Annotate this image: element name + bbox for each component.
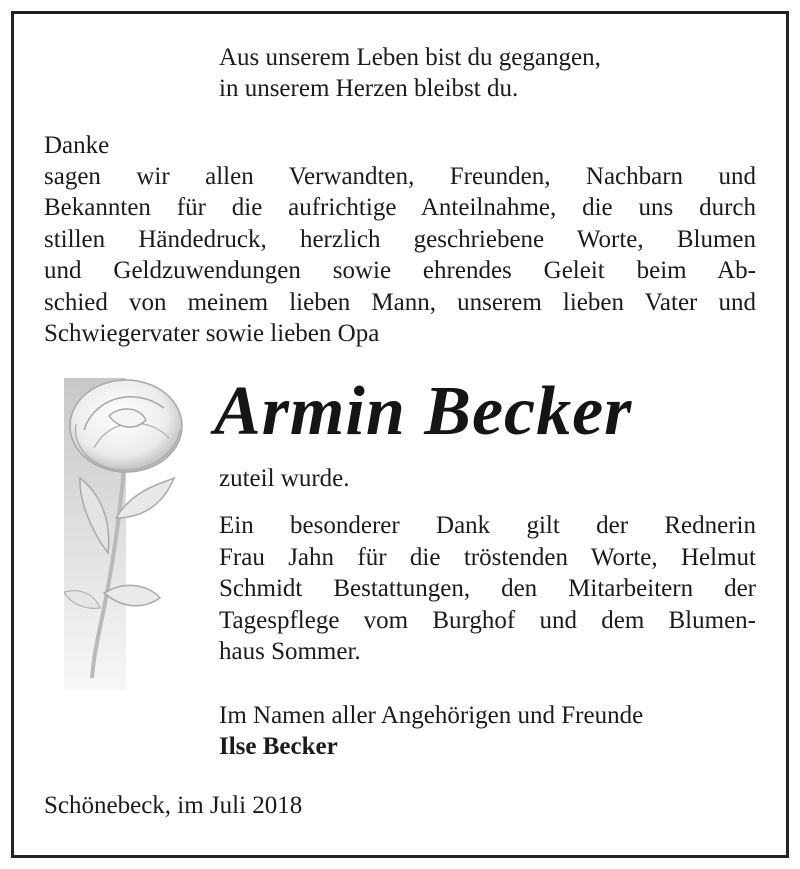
- thanks-heading: Danke: [44, 132, 110, 159]
- paragraph-line: Ein besonderer Dank gilt der Rednerin: [219, 512, 756, 539]
- paragraph-line: haus Sommer.: [219, 638, 361, 666]
- paragraph-line: Schwiegervater sowie lieben Opa: [44, 320, 380, 348]
- paragraph-line: Tagespflege vom Burghof und dem Blumen-: [219, 606, 756, 634]
- verse-line: Aus unserem Leben bist du gegangen,: [219, 44, 601, 71]
- verse: [219, 42, 601, 104]
- paragraph-line: schied von meinem lieben Mann, unserem lieben Vater und: [44, 288, 756, 316]
- rose-image: [64, 378, 194, 690]
- signer-name: Ilse Becker: [219, 733, 338, 760]
- paragraph-line: sagen wir allen Verwandten, Freunden, Nachbarn und: [44, 163, 756, 190]
- place-date: Schönebeck, im Juli 2018: [44, 792, 303, 819]
- verse-line: in unserem Herzen bleibst du.: [219, 75, 519, 102]
- deceased-name: Armin Becker: [214, 373, 633, 450]
- paragraph-line: Frau Jahn für die tröstenden Worte, Helmut: [219, 543, 756, 571]
- special-thanks-paragraph: [219, 510, 756, 668]
- closing-line: Im Namen aller Angehörigen und Freunde: [219, 702, 644, 729]
- paragraph-line: Bekannten für die aufrichtige Anteilnahme, die uns durch: [44, 194, 756, 222]
- after-name-text: zuteil wurde.: [219, 465, 350, 492]
- paragraph-line: stillen Händedruck, herzlich geschriebene Worte, Blumen: [44, 225, 756, 253]
- thanks-paragraph: [44, 161, 756, 349]
- paragraph-line: Schmidt Bestattungen, den Mitarbeitern der: [219, 575, 756, 603]
- paragraph-line: und Geldzuwendungen sowie ehrendes Geleit beim Ab-: [44, 257, 756, 285]
